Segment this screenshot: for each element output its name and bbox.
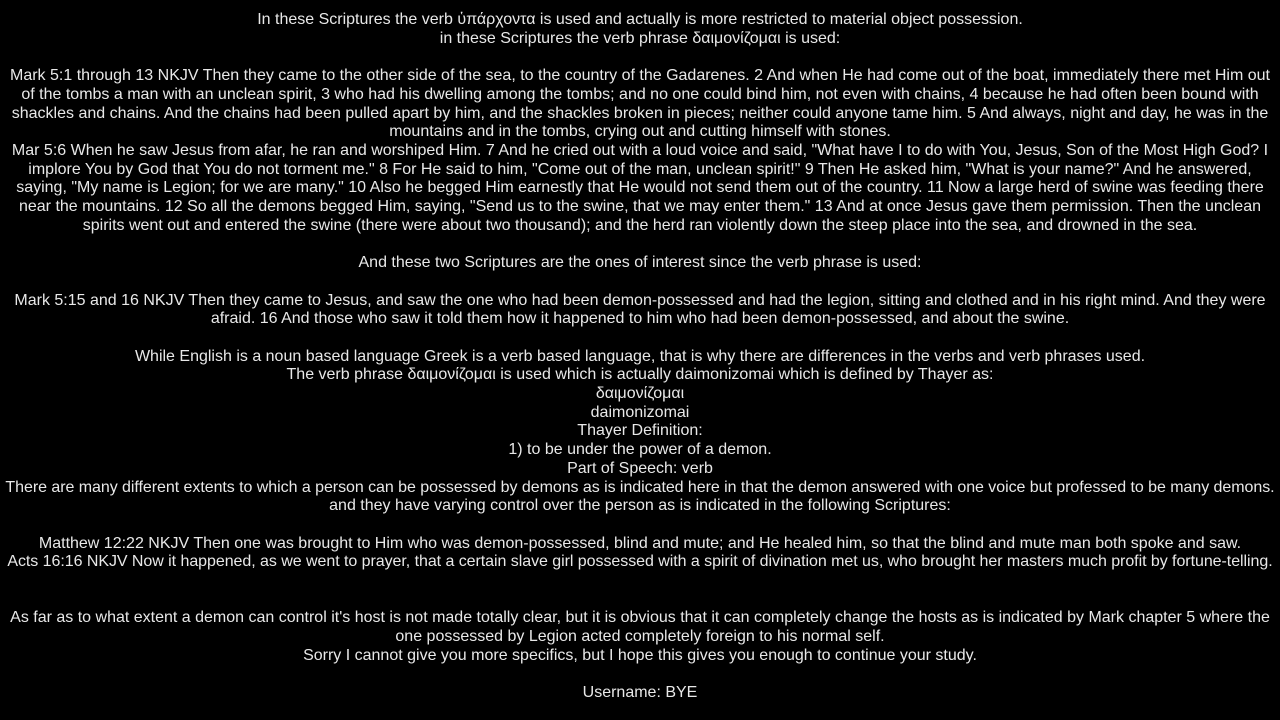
scripture-mark-5-6: Mar 5:6 When he saw Jesus from afar, he ran and worshiped Him. 7 And he cried out with a loud voice and said, "What have I to do with You, Jesus, Son of the Most High God? I implore You by God that You do not torment me." 8 For He said to him, "Come out of the man, unclean spirit!" 9 Then He asked him, "What is your name?" And he answered, saying, "My name is Legion; for we are many." 10 Also he begged Him earnestly that He would not send them out of the country. 11 Now a large herd of swine was feeding there near the mountains. 12 So all the demons begged Him, saying, "Send us to the swine, that we may enter them." 13 And at once Jesus gave them permission. Then the unclean spirits went out and entered the swine (there were about two thousand); and the herd ran violently down the steep place into the sea, and drowned in the sea. [11, 141, 1269, 234]
language-line-2: The verb phrase δαιμονίζομαι is used which is actually daimonizomai which is defined by Thayer as: [286, 366, 994, 384]
interest-line: And these two Scriptures are the ones of interest since the verb phrase is used: [358, 254, 922, 272]
intro-line-1: In these Scriptures the verb ὑπάρχοντα is used and actually is more restricted to material object possession. [257, 11, 1023, 28]
spacer [0, 48, 1280, 67]
spacer [0, 516, 1280, 535]
scripture-mark-5-15: Mark 5:15 and 16 NKJV Then they came to Jesus, and saw the one who had been demon-possessed and had the legion, sitting and clothed and in his right mind. And they were afraid. 16 And those who saw it told them how it happened to him who had been demon-possessed, and about the swine. [14, 291, 1266, 328]
thayer-definition: 1) to be under the power of a demon. [508, 441, 772, 459]
spacer [0, 572, 1280, 609]
part-of-speech: Part of Speech: verb [567, 459, 713, 477]
sorry-line: Sorry I cannot give you more specifics, but I hope this gives you enough to continue your study. [303, 646, 977, 664]
spacer [0, 329, 1280, 348]
greek-word: δαιμονίζομαι [595, 385, 685, 402]
spacer [0, 235, 1280, 254]
intro-line-2: in these Scriptures the verb phrase δαιμονίζομαι is used: [439, 29, 841, 47]
language-line-1: While English is a noun based language Greek is a verb based language, that is why there are differences in the verbs and verb phrases used. [134, 347, 1146, 365]
conclusion-paragraph: As far as to what extent a demon can control it's host is not made totally clear, but it is obvious that it can completely change the hosts as is indicated by Mark chapter 5 where the one possessed by Legion acted completely foreign to his normal self. [10, 609, 1270, 646]
scripture-matthew-12-22: Matthew 12:22 NKJV Then one was brought to Him who was demon-possessed, blind and mute; and He healed him, so that the blind and mute man both spoke and saw. [38, 534, 1242, 552]
username-signature: Username: BYE [582, 684, 698, 702]
scripture-mark-5-1: Mark 5:1 through 13 NKJV Then they came to the other side of the sea, to the country of the Gadarenes. 2 And when He had come out of the boat, immediately there met Him out of the tombs a man with an unclean spirit, 3 who had his dwelling among the tombs; and no one could bind him, not even with chains, 4 because he had often been bound with shackles and chains. And the chains had been pulled apart by him, and the shackles broken in pieces; neither could anyone tame him. 5 And always, night and day, he was in the mountains and in the tombs, crying out and cutting himself with stones. [10, 67, 1270, 141]
spacer [0, 666, 1280, 685]
extents-line-2: and they have varying control over the person as is indicated in the following Scriptures: [329, 497, 951, 515]
transliteration: daimonizomai [590, 403, 690, 421]
spacer [0, 273, 1280, 292]
thayer-heading: Thayer Definition: [577, 422, 703, 440]
extents-line-1: There are many different extents to which a person can be possessed by demons as is indicated here in that the demon answered with one voice but professed to be many demons. [5, 478, 1275, 496]
scripture-acts-16-16: Acts 16:16 NKJV Now it happened, as we went to prayer, that a certain slave girl possessed with a spirit of divination met us, who brought her masters much profit by fortune-telling. [7, 553, 1273, 571]
